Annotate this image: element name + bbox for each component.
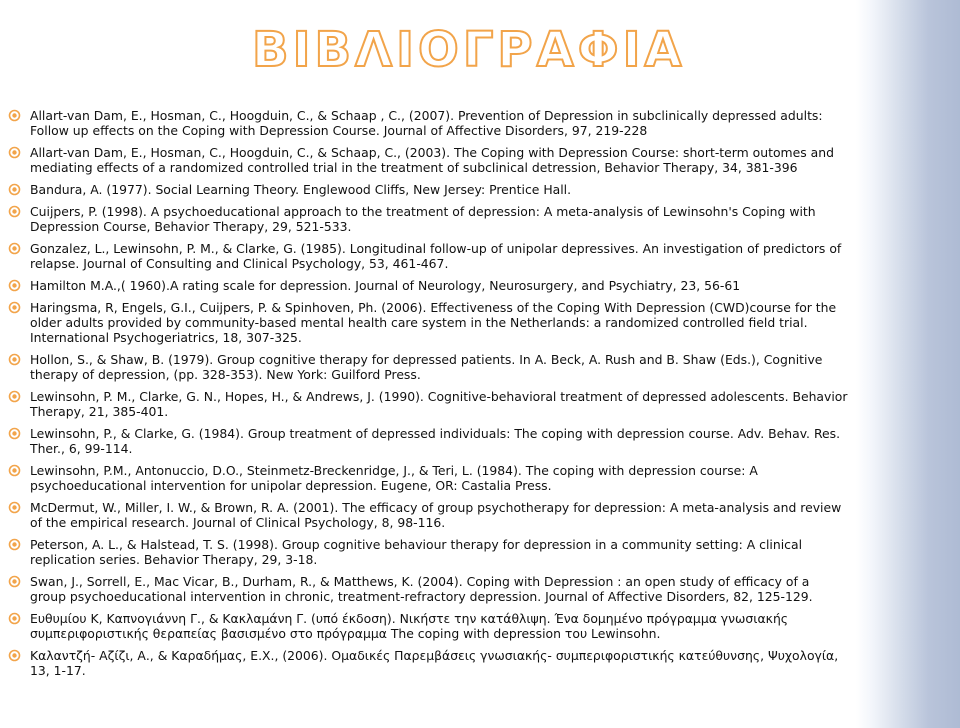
reference-item <box>8 278 848 293</box>
circle-bullet-icon <box>8 501 21 514</box>
circle-bullet-icon <box>8 183 21 196</box>
decorative-edge-band <box>856 0 960 728</box>
reference-text: Lewinsohn, P.M., Antonuccio, D.O., Steinmetz-Breckenridge, J., & Teri, L. (1984). The coping with depression course: A psychoeducational intervention for unipolar depression. Eugene, OR: Castalia Press. <box>30 463 758 493</box>
reference-item <box>8 204 848 234</box>
reference-item <box>8 108 848 138</box>
reference-item <box>8 182 848 197</box>
reference-item <box>8 463 848 493</box>
circle-bullet-icon <box>8 301 21 314</box>
reference-item <box>8 241 848 271</box>
reference-text: Allart-van Dam, E., Hosman, C., Hoogduin, C., & Schaap , C., (2007). Prevention of Depression in subclinically depressed adults: Follow up effects on the Coping with Depression Course. Journal of Affective Disorders, 97, 219-228 <box>30 108 823 138</box>
circle-bullet-icon <box>8 205 21 218</box>
reference-item <box>8 352 848 382</box>
circle-bullet-icon <box>8 353 21 366</box>
reference-text: Ευθυμίου Κ, Καπνογιάννη Γ., & Κακλαμάνη Γ. (υπό έκδοση). Νικήστε την κατάθλιψη. Ένα δομημένο πρόγραμμα γνωσιακής συμπεριφοριστικής θεραπείας βασισμένο στο πρόγραμμα The coping with depression του Lewinsohn. <box>30 611 789 641</box>
reference-list <box>8 108 848 685</box>
reference-text: Cuijpers, P. (1998). A psychoeducational approach to the treatment of depression: A meta-analysis of Lewinsohn's Coping with Depression Course, Behavior Therapy, 29, 521-533. <box>30 204 816 234</box>
reference-text: Lewinsohn, P., & Clarke, G. (1984). Group treatment of depressed individuals: The coping with depression course. Adv. Behav. Res. Ther., 6, 99-114. <box>30 426 841 456</box>
page-title: ΒΙΒΛΙΟΓΡΑΦΙΑ <box>252 22 686 78</box>
reference-item <box>8 300 848 345</box>
reference-text: Peterson, A. L., & Halstead, T. S. (1998). Group cognitive behaviour therapy for depression in a community setting: A clinical replication series. Behavior Therapy, 29, 3-18. <box>30 537 803 567</box>
circle-bullet-icon <box>8 612 21 625</box>
circle-bullet-icon <box>8 242 21 255</box>
circle-bullet-icon <box>8 146 21 159</box>
reference-text: McDermut, W., Miller, I. W., & Brown, R. A. (2001). The efficacy of group psychotherapy for depression: A meta-analysis and review of the empirical research. Journal of Clinical Psychology, 8, 98-116. <box>30 500 842 530</box>
circle-bullet-icon <box>8 427 21 440</box>
circle-bullet-icon <box>8 109 21 122</box>
circle-bullet-icon <box>8 649 21 662</box>
reference-item <box>8 389 848 419</box>
reference-item <box>8 537 848 567</box>
reference-text: Hamilton M.A.,( 1960).A rating scale for depression. Journal of Neurology, Neurosurgery, and Psychiatry, 23, 56-61 <box>30 278 741 293</box>
reference-item <box>8 574 848 604</box>
reference-item <box>8 611 848 641</box>
reference-text: Gonzalez, L., Lewinsohn, P. M., & Clarke, G. (1985). Longitudinal follow-up of unipolar depressives. An investigation of predictors of relapse. Journal of Consulting and Clinical Psychology, 53, 461-467. <box>30 241 842 271</box>
reference-text: Swan, J., Sorrell, E., Mac Vicar, B., Durham, R., & Matthews, K. (2004). Coping with Depression : an open study of efficacy of a group psychoeducational intervention in chronic, treatment-refractory depression. Journal of Affective Disorders, 82, 125-129. <box>30 574 813 604</box>
circle-bullet-icon <box>8 464 21 477</box>
reference-item <box>8 426 848 456</box>
reference-text: Καλαντζή- Αζίζι, Α., & Καραδήμας, Ε.Χ., (2006). Ομαδικές Παρεμβάσεις γνωσιακής- συμπεριφοριστικής κατεύθυνσης, Ψυχολογία, 13, 1-17. <box>30 648 839 678</box>
reference-text: Allart-van Dam, E., Hosman, C., Hoogduin, C., & Schaap, C., (2003). The Coping with Depression Course: short-term outomes and mediating effects of a randomized controlled trial in the treatment of subclinical detression, Behavior Therapy, 34, 381-396 <box>30 145 834 175</box>
circle-bullet-icon <box>8 575 21 588</box>
reference-item <box>8 648 848 678</box>
circle-bullet-icon <box>8 390 21 403</box>
reference-text: Lewinsohn, P. M., Clarke, G. N., Hopes, H., & Andrews, J. (1990). Cognitive-behavioral treatment of depressed adolescents. Behavior Therapy, 21, 385-401. <box>30 389 848 419</box>
reference-text: Bandura, A. (1977). Social Learning Theory. Englewood Cliffs, New Jersey: Prentice Hall. <box>30 182 572 197</box>
circle-bullet-icon <box>8 279 21 292</box>
circle-bullet-icon <box>8 538 21 551</box>
reference-item <box>8 145 848 175</box>
reference-text: Haringsma, R, Engels, G.I., Cuijpers, P. & Spinhoven, Ph. (2006). Effectiveness of the Coping With Depression (CWD)course for the older adults provided by community-based mental health care system in the Netherlands: a randomized controlled field trial. International Psychogeriatrics, 18, 307-325. <box>30 300 837 345</box>
reference-item <box>8 500 848 530</box>
reference-text: Hollon, S., & Shaw, B. (1979). Group cognitive therapy for depressed patients. In A. Beck, A. Rush and B. Shaw (Eds.), Cognitive therapy of depression, (pp. 328-353). New York: Guilford Press. <box>30 352 823 382</box>
